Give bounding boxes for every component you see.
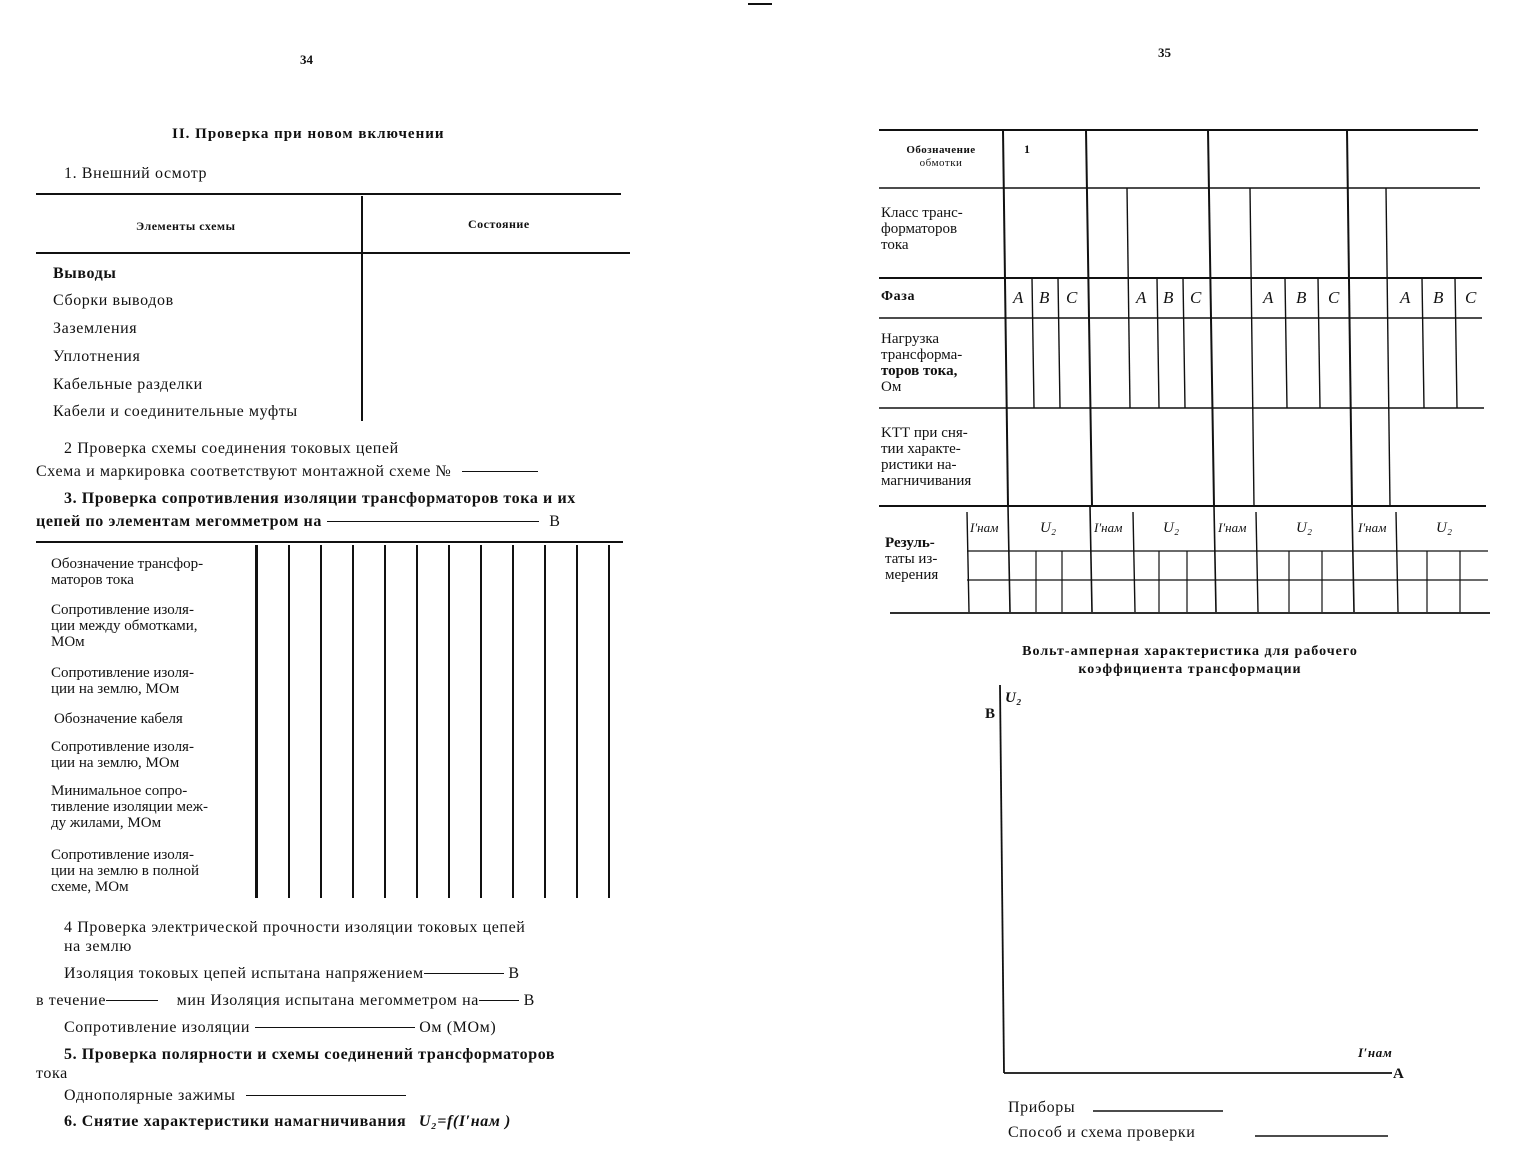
s3-line2: цепей по элементам мегомметром на В	[36, 513, 561, 530]
header-u2: U₂	[1163, 520, 1180, 536]
phase-b: B	[1433, 288, 1444, 307]
table2-row: Сопротивление изоля- ции между обмотками, МОм	[51, 602, 198, 650]
table1-header-elements: Элементы схемы	[136, 219, 236, 233]
table1-row: Уплотнения	[53, 348, 141, 365]
s1-heading: 1. Внешний осмотр	[64, 165, 208, 182]
graph-title: Вольт-амперная характеристика для рабочего коэффициента трансформации	[1022, 644, 1358, 677]
instruments-label: Приборы	[1008, 1099, 1076, 1116]
phase-c: C	[1190, 288, 1202, 307]
table2-row: Сопротивление изоля- ции на землю в полной схеме, МОм	[51, 847, 199, 895]
s5-line2: тока	[36, 1065, 68, 1082]
s2-text: Схема и маркировка соответствуют монтажной схеме №	[36, 463, 538, 481]
header-i-nam: I′нам	[1218, 520, 1247, 535]
table1-row: Кабельные разделки	[53, 376, 203, 393]
table1-row: Сборки выводов	[53, 292, 174, 309]
header-u2: U₂	[1296, 520, 1313, 536]
s4-line2: на землю	[64, 938, 132, 955]
section-title: II. Проверка при новом включении	[172, 126, 445, 142]
phase-a: A	[1400, 288, 1411, 307]
page-number-right: 35	[1158, 45, 1171, 60]
phase-a: A	[1136, 288, 1147, 307]
header-u2: U₂	[1436, 520, 1453, 536]
header-u2: U₂	[1040, 520, 1057, 536]
s2-heading: 2 Проверка схемы соединения токовых цепей	[64, 440, 399, 457]
row-label-class: Класс транс- форматоров тока	[881, 205, 963, 253]
page-number-left: 34	[300, 52, 313, 67]
graph-x-var: I′нам	[1358, 1045, 1393, 1060]
graph-x-unit: А	[1393, 1066, 1405, 1082]
table1-row: Кабели и соединительные муфты	[53, 403, 298, 420]
s4-resistance: Сопротивление изоляции Ом (МОм)	[64, 1019, 497, 1036]
table2-row: Сопротивление изоля- ции на землю, МОм	[51, 739, 194, 771]
phase-b: B	[1296, 288, 1307, 307]
table2-row: Обозначение кабеля	[54, 711, 183, 727]
table1-row: Заземления	[53, 320, 138, 337]
phase-a: A	[1263, 288, 1274, 307]
header-i-nam: I′нам	[970, 520, 999, 535]
phase-c: C	[1465, 288, 1477, 307]
s3-line1: 3. Проверка сопротивления изоляции трансформаторов тока и их	[64, 490, 576, 507]
row-label-results: Резуль- таты из- мерения	[885, 535, 939, 583]
phase-a: A	[1013, 288, 1024, 307]
row-label-load: Нагрузка трансформа- торов тока, Ом	[881, 331, 963, 395]
row-label-phase: Фаза	[881, 289, 916, 304]
row-label-winding: Обозначение обмотки	[906, 144, 976, 169]
method-label: Способ и схема проверки	[1008, 1124, 1196, 1141]
s5-terminals: Однополярные зажимы	[64, 1087, 406, 1105]
row-label-ktt: KТТ при сня- тии характе- ристики на- магничивания	[881, 425, 972, 489]
header-i-nam: I′нам	[1358, 520, 1387, 535]
table1-header-state: Состояние	[468, 217, 530, 231]
table1-row: Выводы	[53, 265, 117, 282]
winding-mark: 1	[1024, 142, 1031, 156]
table2-row: Сопротивление изоля- ции на землю, МОм	[51, 665, 194, 697]
phase-b: B	[1163, 288, 1174, 307]
s4-line1: 4 Проверка электрической прочности изоляции токовых цепей	[64, 919, 526, 936]
phase-c: C	[1066, 288, 1078, 307]
table2-row: Минимальное сопро- тивление изоляции меж- ду жилами, МОм	[51, 783, 208, 831]
s5-line1: 5. Проверка полярности и схемы соединений трансформаторов	[64, 1046, 556, 1063]
phase-b: B	[1039, 288, 1050, 307]
header-i-nam: I′нам	[1094, 520, 1123, 535]
graph-y-var: U₂	[1005, 690, 1023, 706]
s4-during: в течение мин Изоляция испытана мегомметром на В	[36, 992, 535, 1009]
phase-c: C	[1328, 288, 1340, 307]
s4-test-voltage: Изоляция токовых цепей испытана напряжением В	[64, 965, 520, 982]
graph-y-unit: В	[985, 706, 996, 722]
s6-text: 6. Снятие характеристики намагничивания U₂=f(I′нам )	[64, 1113, 511, 1130]
table2-row: Обозначение трансфор- маторов тока	[51, 556, 204, 588]
